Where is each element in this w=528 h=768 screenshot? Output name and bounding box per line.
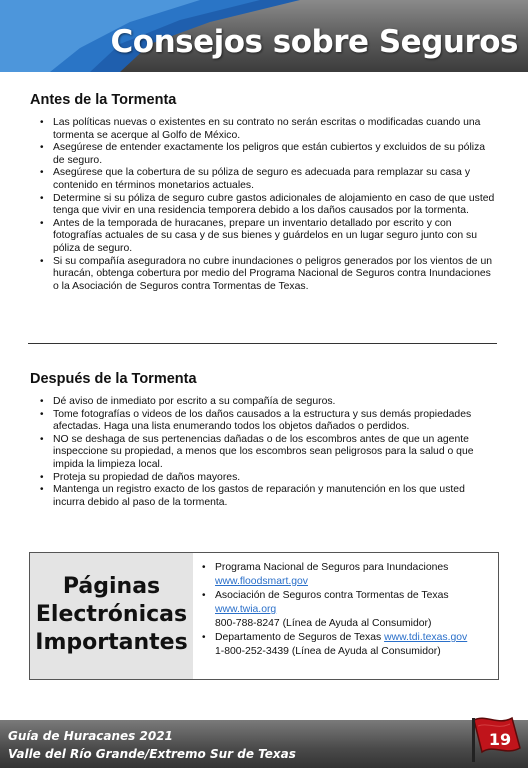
tdi-phone: 1-800-252-3439 (Línea de Ayuda al Consumidor): [215, 646, 441, 657]
page-number: 19: [488, 730, 512, 749]
list-item: • Mantenga un registro exacto de los gastos de reparación y manutención en los que usted incurra debido al paso de la tormenta.: [39, 484, 499, 509]
header-banner: [0, 0, 528, 72]
list-item: • Si su compañía aseguradora no cubre inundaciones o peligros generados por los vientos de un huracán, obtenga cobertura por medio del Programa Nacional de Seguros contra Inundaciones o la Asociación de Seguros contra Tormentas de Texas.: [39, 256, 499, 294]
footer-region: Valle del Río Grande/Extremo Sur de Texas: [8, 747, 296, 761]
before-storm-heading: Antes de la Tormenta: [30, 92, 177, 108]
websites-title-panel: [30, 553, 193, 679]
before-storm-list: [39, 117, 499, 293]
websites-list: [201, 561, 496, 659]
list-item: • Tome fotografías o videos de los daños causados a la estructura y sus demás propiedades afectadas. Haga una lista enumerando todos los objetos dañados o perdidos.: [39, 409, 499, 434]
section-divider: [28, 343, 497, 344]
list-item: • Dé aviso de inmediato por escrito a su compañía de seguros.: [39, 396, 499, 409]
list-item: • Proteja su propiedad de daños mayores.: [39, 472, 499, 485]
twia-phone: 800-788-8247 (Línea de Ayuda al Consumidor): [215, 618, 432, 629]
floodsmart-link[interactable]: www.floodsmart.gov: [215, 576, 308, 587]
after-storm-heading: Después de la Tormenta: [30, 371, 197, 387]
websites-title-line3: Importantes: [35, 630, 188, 655]
twia-item: [201, 589, 496, 631]
footer-guide-title: Guía de Huracanes 2021: [8, 729, 173, 743]
websites-title-line2: Electrónicas: [35, 602, 188, 627]
list-item: • Determine si su póliza de seguro cubre gastos adicionales de alojamiento en caso de que usted tenga que vivir en una residencia temporera debido a los daños causados por la tormenta.: [39, 193, 499, 218]
list-item: • NO se deshaga de sus pertenencias dañadas o de los escombros antes de que un agente inspeccione su propiedad, a menos que los escombros sean peligrosos para la salud o que impida la limpieza local.: [39, 434, 499, 472]
websites-title: [30, 573, 193, 657]
list-item: • Asegúrese de entender exactamente los peligros que están cubiertos y excluidos de su póliza de seguro.: [39, 142, 499, 167]
twia-label: • Asociación de Seguros contra Tormentas de Texas: [215, 590, 449, 601]
twia-link[interactable]: www.twia.org: [215, 604, 277, 615]
flood-label: • Programa Nacional de Seguros para Inundaciones: [215, 562, 449, 573]
websites-title-line1: Páginas: [62, 574, 161, 599]
tdi-item: [201, 631, 496, 659]
footer-bar: [0, 720, 528, 768]
tdi-link[interactable]: www.tdi.texas.gov: [384, 632, 468, 643]
tdi-label: Departamento de Seguros de Texas: [215, 632, 385, 643]
page-title: Consejos sobre Seguros: [110, 24, 518, 60]
list-item: • Las políticas nuevas o existentes en su contrato no serán escritas o modificadas cuando una tormenta se acerque al Golfo de México.: [39, 117, 499, 142]
flood-insurance-item: [201, 561, 496, 589]
after-storm-list: [39, 396, 499, 509]
list-item: • Asegúrese que la cobertura de su póliza de seguro es adecuada para remplazar su casa y contenido en términos monetarios actuales.: [39, 167, 499, 192]
list-item: • Antes de la temporada de huracanes, prepare un inventario detallado por escrito y con fotografías actuales de su casa y de sus bienes y guárdelos en un lugar seguro junto con su póliza de seguro.: [39, 218, 499, 256]
important-websites-box: [29, 552, 499, 680]
